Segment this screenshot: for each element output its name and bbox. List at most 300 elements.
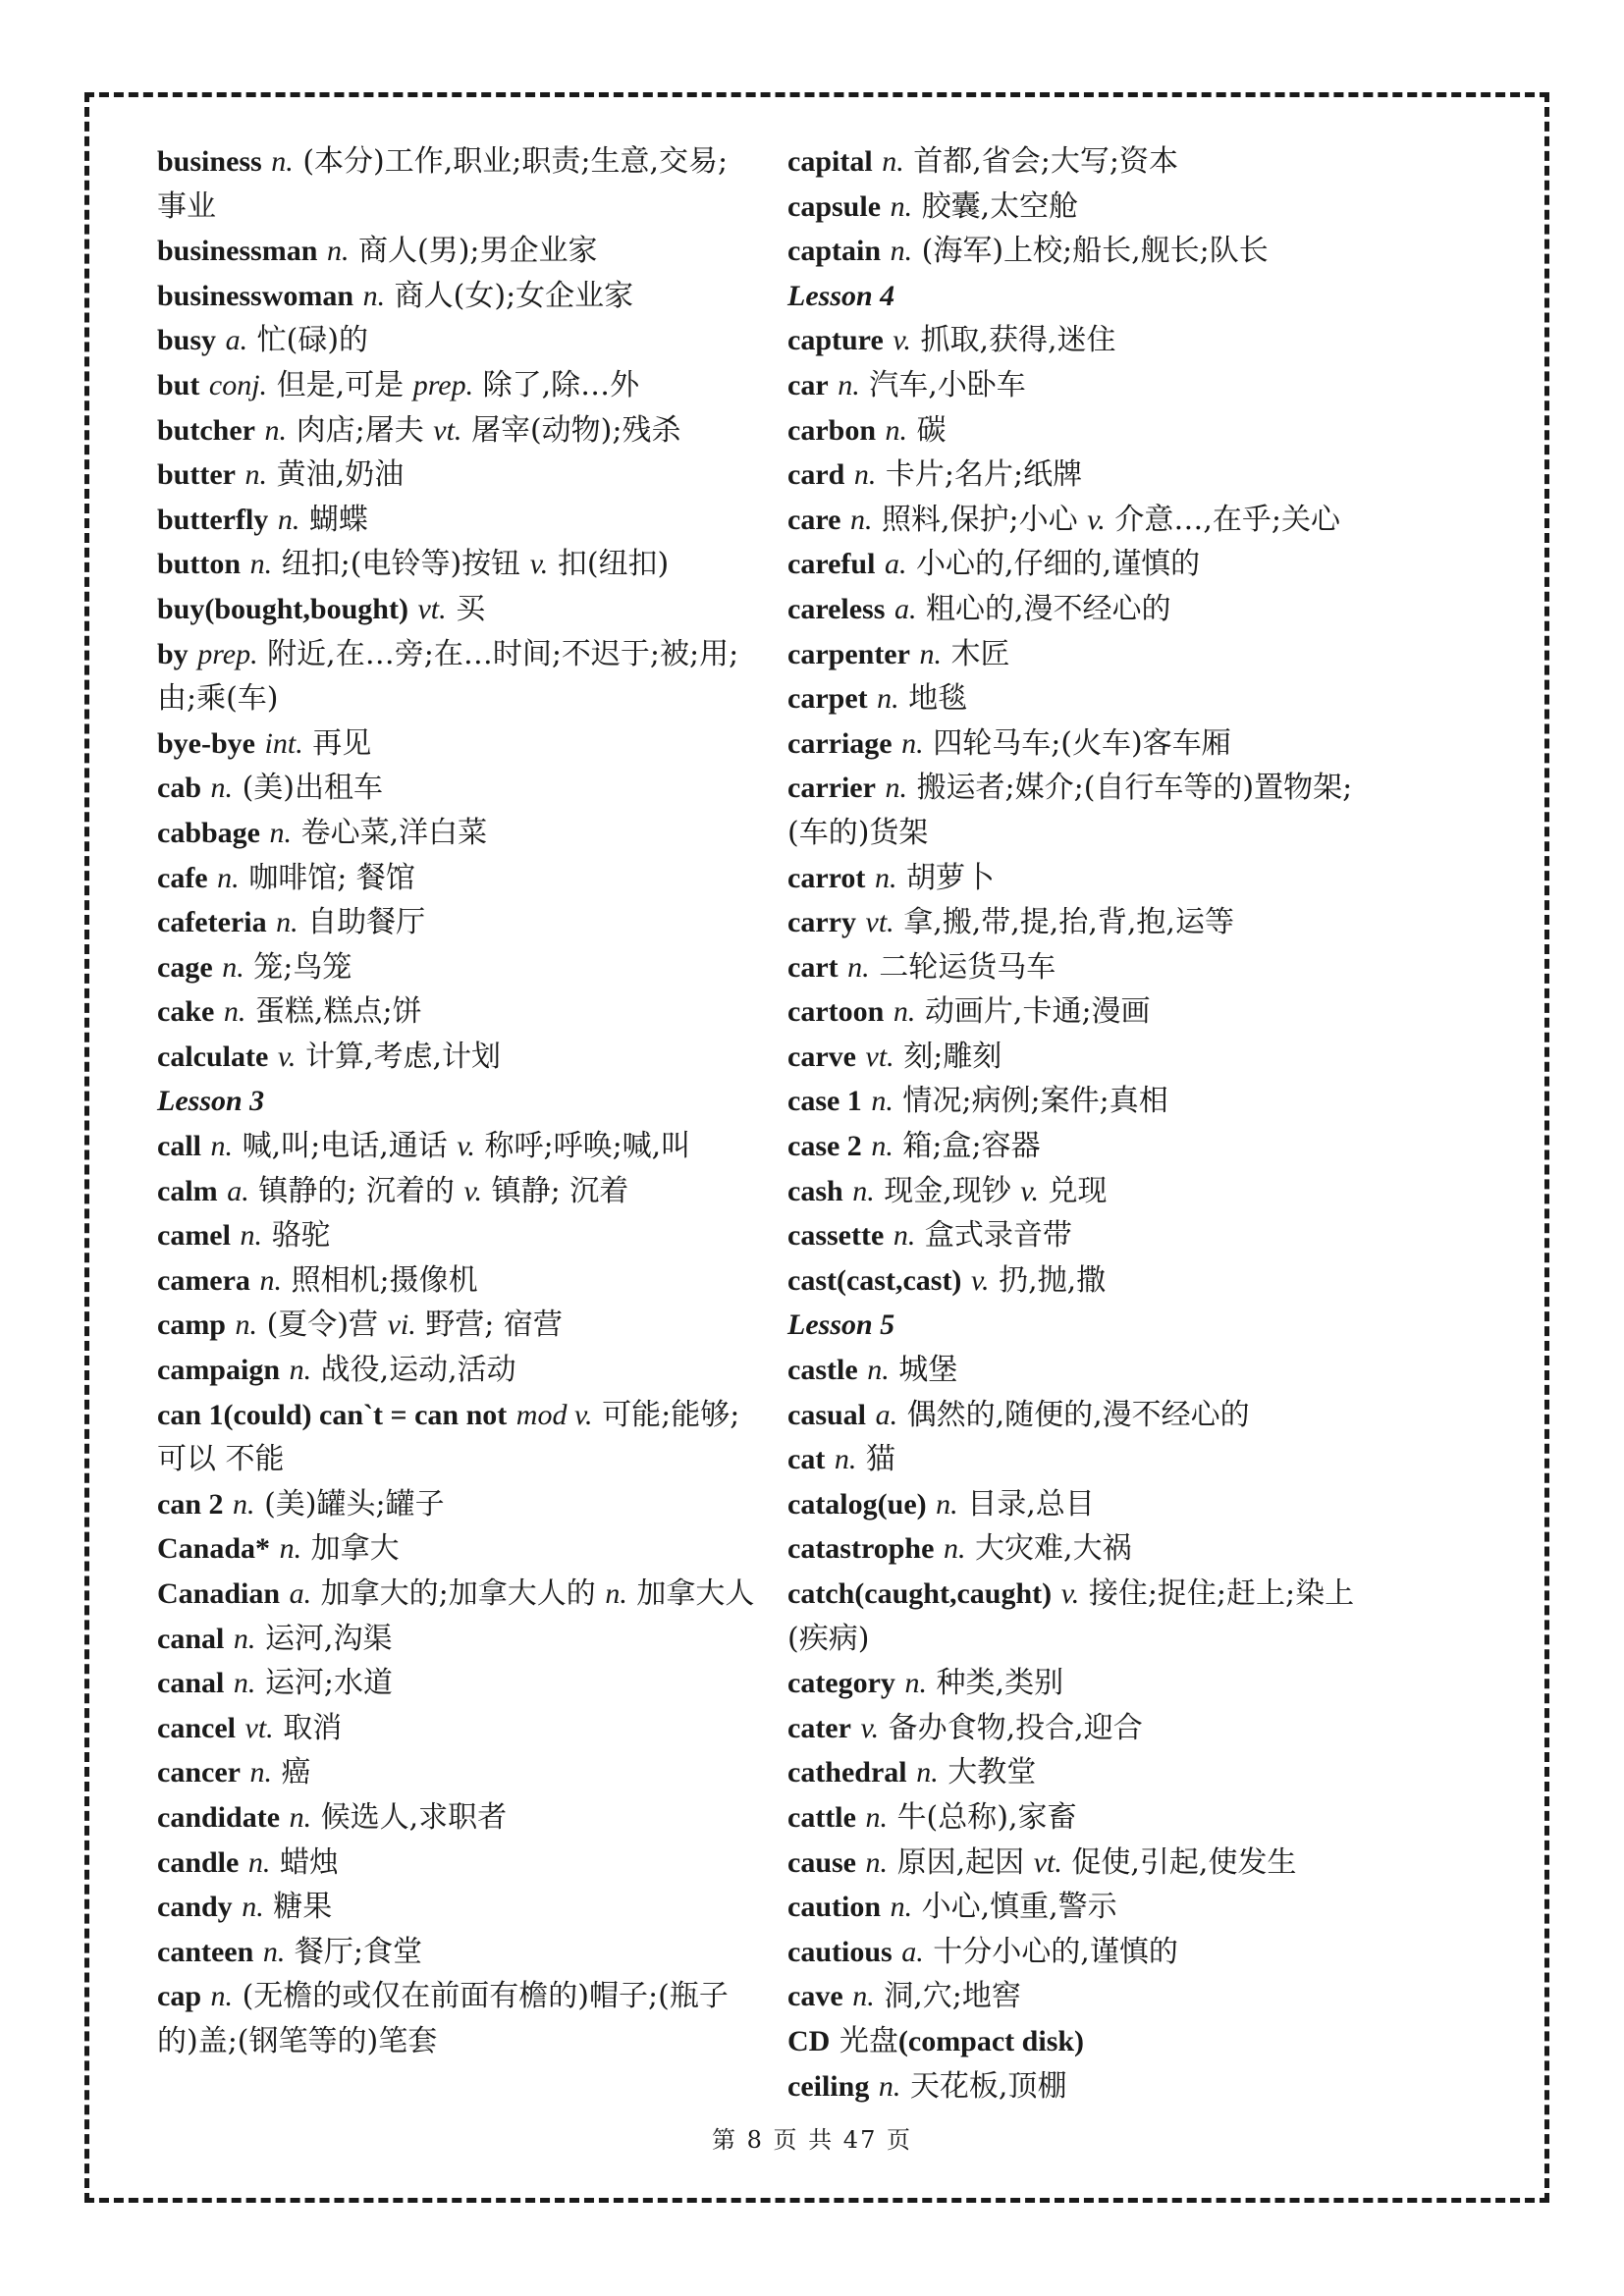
part-of-speech: n. xyxy=(865,1800,888,1834)
glossary-entry xyxy=(787,1169,1386,1214)
part-of-speech: n. xyxy=(874,861,897,894)
part-of-speech: n. xyxy=(277,503,300,536)
definition: 动画片,卡通;漫画 xyxy=(924,994,1151,1030)
part-of-speech: a. xyxy=(884,548,907,581)
part-of-speech: v. xyxy=(860,1711,880,1744)
part-of-speech: v. xyxy=(893,324,911,357)
headword: cab xyxy=(157,772,201,805)
glossary-entry xyxy=(157,1706,756,1751)
definition: (美)罐头;罐子 xyxy=(264,1486,445,1522)
headword: camel xyxy=(157,1219,231,1253)
part-of-speech: n. xyxy=(247,1845,271,1879)
part-of-speech: a. xyxy=(225,324,248,357)
definition: 天花板,顶棚 xyxy=(909,2068,1067,2104)
definition: 抓取,获得,迷住 xyxy=(920,323,1116,358)
part-of-speech: vt. xyxy=(865,1040,894,1073)
part-of-speech: vt. xyxy=(1033,1845,1062,1879)
part-of-speech: n. xyxy=(244,458,268,492)
glossary-entry xyxy=(157,721,756,767)
headword: but xyxy=(157,368,200,401)
part-of-speech: n. xyxy=(867,1354,890,1387)
part-of-speech: n. xyxy=(893,995,916,1029)
headword: capsule xyxy=(787,189,882,223)
headword: buy(bought,bought) xyxy=(157,592,408,625)
headword: cattle xyxy=(787,1800,856,1834)
glossary-entry xyxy=(157,900,756,945)
headword: carve xyxy=(787,1040,856,1073)
part-of-speech: int. xyxy=(264,726,303,760)
headword: canal xyxy=(157,1667,225,1700)
definition: 目录,总目 xyxy=(967,1486,1095,1522)
glossary-entry xyxy=(787,408,1386,454)
glossary-entry xyxy=(787,1035,1386,1080)
definition: 大灾难,大祸 xyxy=(975,1531,1132,1567)
headword: candle xyxy=(157,1845,240,1879)
definition: 现金,现钞 xyxy=(884,1173,1011,1208)
definition: (夏令)营 xyxy=(266,1308,379,1343)
definition: 可能;能够;可以 不能 xyxy=(157,1397,740,1477)
definition: (海军)上校;船长,舰长;队长 xyxy=(921,234,1269,269)
part-of-speech: n. xyxy=(249,548,273,581)
definition: 情况;病例;案件;真相 xyxy=(902,1084,1168,1119)
definition: 餐厅;食堂 xyxy=(294,1934,423,1969)
headword: can 1(could) can`t = can not xyxy=(157,1398,508,1431)
glossary-entry xyxy=(787,229,1386,274)
glossary-entry xyxy=(787,318,1386,363)
part-of-speech: n. xyxy=(885,413,908,447)
headword: catalog(ue) xyxy=(787,1487,927,1521)
definition: 蛋糕,糕点;饼 xyxy=(254,994,422,1030)
glossary-entry xyxy=(157,811,756,856)
definition: 计算,考虑,计划 xyxy=(304,1039,502,1074)
part-of-speech: n. xyxy=(838,368,860,401)
glossary-entry xyxy=(157,587,756,632)
glossary-entry xyxy=(787,1930,1386,1975)
part-of-speech: n. xyxy=(262,1935,286,1968)
headword: businessman xyxy=(157,235,318,268)
part-of-speech: n. xyxy=(878,2069,901,2103)
definition: 搬运者;媒介;(自行车等的)置物架;(车的)货架 xyxy=(787,771,1353,850)
headword: careful xyxy=(787,548,876,581)
headword: caution xyxy=(787,1891,882,1924)
glossary-entry xyxy=(157,1213,756,1258)
headword: businesswoman xyxy=(157,279,354,312)
definition: 卡片;名片;纸牌 xyxy=(885,457,1083,493)
glossary-entry xyxy=(787,1841,1386,1886)
glossary-entry xyxy=(787,856,1386,901)
headword: carrier xyxy=(787,772,876,805)
definition: 猫 xyxy=(865,1442,895,1477)
part-of-speech: n. xyxy=(871,1130,893,1163)
glossary-entry xyxy=(157,1526,756,1572)
glossary-entry xyxy=(157,1482,756,1527)
headword: canteen xyxy=(157,1935,254,1968)
headword: capture xyxy=(787,324,884,357)
definition: 首都,省会;大写;资本 xyxy=(913,144,1179,179)
definition: 胶囊,太空舱 xyxy=(921,188,1079,224)
glossary-entry xyxy=(157,989,756,1035)
part-of-speech: n. xyxy=(882,145,904,178)
headword: cast(cast,cast) xyxy=(787,1263,962,1297)
definition: 糖果 xyxy=(273,1890,333,1925)
definition: 光盘 xyxy=(839,2023,898,2058)
headword: cafeteria xyxy=(157,906,267,939)
part-of-speech: n. xyxy=(865,1845,889,1879)
part-of-speech: n. xyxy=(605,1577,627,1610)
definition: 卷心菜,洋白菜 xyxy=(300,815,488,850)
definition: 骆驼 xyxy=(271,1218,331,1254)
definition: 备办食物,投合,迎合 xyxy=(888,1710,1143,1745)
definition: 屠宰(动物);残杀 xyxy=(470,412,681,448)
headword: castle xyxy=(787,1354,858,1387)
headword: cancer xyxy=(157,1756,241,1789)
glossary-entry xyxy=(157,363,756,408)
definition: 镇静的; 沉着的 xyxy=(258,1173,455,1208)
definition: 牛(总称),家畜 xyxy=(896,1799,1077,1835)
glossary-entry xyxy=(157,229,756,274)
part-of-speech: n. xyxy=(847,950,870,984)
part-of-speech: n. xyxy=(852,1174,875,1207)
part-of-speech: n. xyxy=(233,1487,255,1521)
headword: carriage xyxy=(787,726,893,760)
definition: 盒式录音带 xyxy=(924,1218,1072,1254)
definition: 忙(碌)的 xyxy=(256,323,369,358)
glossary-entry xyxy=(157,498,756,543)
headword: butcher xyxy=(157,413,255,447)
glossary-entry xyxy=(787,766,1386,855)
definition: 种类,类别 xyxy=(936,1666,1064,1701)
headword: category xyxy=(787,1667,895,1700)
glossary-entry xyxy=(157,1841,756,1886)
glossary-entry xyxy=(157,1124,756,1169)
headword: cautious xyxy=(787,1935,893,1968)
glossary-entry xyxy=(787,1750,1386,1795)
glossary-entry xyxy=(787,542,1386,587)
part-of-speech: n. xyxy=(222,950,244,984)
definition: 称呼;呼唤;喊,叫 xyxy=(484,1129,691,1164)
headword: catch(caught,caught) xyxy=(787,1577,1053,1610)
headword: card xyxy=(787,458,845,492)
glossary-entry xyxy=(157,318,756,363)
headword: candidate xyxy=(157,1800,281,1834)
glossary-entry xyxy=(787,1213,1386,1258)
glossary-entry xyxy=(787,453,1386,498)
part-of-speech: v. xyxy=(1020,1174,1039,1207)
headword: careless xyxy=(787,592,886,625)
glossary-entry xyxy=(787,989,1386,1035)
glossary-entry xyxy=(157,139,756,229)
part-of-speech: n. xyxy=(893,1219,916,1253)
definition: (无檐的或仅在前面有檐的)帽子;(瓶子的)盖;(钢笔等的)笔套 xyxy=(157,1979,729,2058)
lesson-heading: Lesson 5 xyxy=(787,1308,895,1342)
part-of-speech: vt. xyxy=(244,1711,274,1744)
definition: 买 xyxy=(456,591,486,626)
definition: 候选人,求职者 xyxy=(320,1799,508,1835)
definition: 偶然的,随便的,漫不经心的 xyxy=(906,1397,1250,1432)
part-of-speech: v. xyxy=(1087,503,1106,536)
part-of-speech: n. xyxy=(871,1085,893,1118)
headword: Canada* xyxy=(157,1532,271,1566)
part-of-speech: n. xyxy=(326,235,350,268)
headword: cake xyxy=(157,995,215,1029)
headword: camp xyxy=(157,1308,226,1342)
glossary-entry xyxy=(157,408,756,454)
glossary-entry xyxy=(787,1974,1386,2019)
part-of-speech: vt. xyxy=(417,592,447,625)
part-of-speech: n. xyxy=(269,816,293,849)
headword: cafe xyxy=(157,861,208,894)
definition: 黄油,奶油 xyxy=(276,457,405,493)
glossary-entry xyxy=(157,1795,756,1841)
glossary-entry xyxy=(787,1258,1386,1304)
part-of-speech: v. xyxy=(529,548,549,581)
part-of-speech: n. xyxy=(217,861,240,894)
headword: carry xyxy=(787,906,856,939)
part-of-speech: n. xyxy=(223,995,246,1029)
definition: 兑现 xyxy=(1048,1173,1108,1208)
definition: 自助餐厅 xyxy=(307,905,426,940)
part-of-speech: n. xyxy=(890,1891,913,1924)
part-of-speech: n. xyxy=(901,726,924,760)
definition: 洞,穴;地窖 xyxy=(884,1979,1021,2014)
definition: 运河,沟渠 xyxy=(264,1621,393,1656)
glossary-entry xyxy=(787,185,1386,230)
part-of-speech: n. xyxy=(890,189,913,223)
glossary-entry xyxy=(787,1079,1386,1124)
definition: 刻;雕刻 xyxy=(903,1039,1002,1074)
headword: care xyxy=(787,503,841,536)
headword: cartoon xyxy=(787,995,885,1029)
headword: calm xyxy=(157,1174,218,1207)
definition: 小心,慎重,警示 xyxy=(921,1890,1117,1925)
part-of-speech: v. xyxy=(970,1263,990,1297)
definition: 但是,可是 xyxy=(276,367,405,402)
glossary-entry xyxy=(787,1124,1386,1169)
definition: 取消 xyxy=(283,1710,343,1745)
part-of-speech: n. xyxy=(259,1263,282,1297)
headword: business xyxy=(157,145,262,178)
part-of-speech: mod v. xyxy=(515,1398,593,1431)
definition: 促使,引起,使发生 xyxy=(1071,1844,1297,1880)
part-of-speech: prep. xyxy=(412,368,474,401)
part-of-speech: v. xyxy=(1060,1577,1080,1610)
part-of-speech: conj. xyxy=(208,368,268,401)
page-footer: 第 8 页 共 47 页 xyxy=(712,2126,912,2154)
glossary-entry xyxy=(157,632,756,721)
definition: 野营; 宿营 xyxy=(425,1308,563,1343)
headword: catastrophe xyxy=(787,1532,935,1566)
part-of-speech: n. xyxy=(210,772,234,805)
definition: 木匠 xyxy=(950,636,1010,671)
headword: case 2 xyxy=(787,1130,862,1163)
glossary-entry xyxy=(157,1303,756,1348)
headword: cash xyxy=(787,1174,843,1207)
definition: 喊,叫;电话,通话 xyxy=(242,1129,448,1164)
glossary-entry xyxy=(157,1974,756,2063)
part-of-speech: n. xyxy=(210,1130,234,1163)
definition: 加拿大 xyxy=(310,1531,400,1567)
glossary-entry xyxy=(787,1661,1386,1706)
part-of-speech: a. xyxy=(289,1577,312,1610)
definition: 碳 xyxy=(916,412,947,448)
part-of-speech: n. xyxy=(233,1667,256,1700)
part-of-speech: n. xyxy=(249,1756,272,1789)
glossary-entry xyxy=(787,498,1386,543)
part-of-speech: a. xyxy=(901,1935,924,1968)
headword: car xyxy=(787,368,829,401)
glossary-entry xyxy=(787,1482,1386,1527)
glossary-entry xyxy=(787,1526,1386,1572)
definition: 小心的,仔细的,谨慎的 xyxy=(916,547,1201,582)
glossary-entry xyxy=(157,1035,756,1080)
glossary-entry xyxy=(787,1885,1386,1930)
definition: 除了,除…外 xyxy=(482,367,640,402)
headword: carbon xyxy=(787,413,876,447)
glossary-entry xyxy=(157,856,756,901)
glossary-entry xyxy=(787,1795,1386,1841)
part-of-speech: n. xyxy=(919,637,942,670)
headword: calculate xyxy=(157,1040,269,1073)
definition: 照相机;摄像机 xyxy=(291,1262,478,1298)
headword: button xyxy=(157,548,242,581)
part-of-speech: n. xyxy=(264,413,288,447)
part-of-speech: n. xyxy=(276,906,298,939)
glossary-entry xyxy=(157,1750,756,1795)
headword: canal xyxy=(157,1622,225,1655)
headword-extra: (compact disk) xyxy=(897,2024,1085,2057)
definition: 扣(纽扣) xyxy=(557,547,670,582)
part-of-speech: n. xyxy=(890,235,913,268)
part-of-speech: n. xyxy=(362,279,386,312)
definition: 咖啡馆; 餐馆 xyxy=(248,860,415,895)
part-of-speech: n. xyxy=(233,1622,256,1655)
headword: CD xyxy=(787,2024,831,2057)
part-of-speech: n. xyxy=(916,1756,939,1789)
headword: candy xyxy=(157,1891,233,1924)
headword: can 2 xyxy=(157,1487,224,1521)
definition: 大教堂 xyxy=(947,1755,1037,1790)
part-of-speech: n. xyxy=(853,458,877,492)
glossary-right-column xyxy=(787,139,1386,2109)
glossary-left-column xyxy=(157,139,756,2064)
headword: butter xyxy=(157,458,236,492)
glossary-entry xyxy=(157,274,756,319)
definition: 商人(女);女企业家 xyxy=(394,278,634,313)
headword: cater xyxy=(787,1711,851,1744)
headword: capital xyxy=(787,145,873,178)
part-of-speech: vi. xyxy=(387,1308,416,1342)
part-of-speech: v. xyxy=(277,1040,297,1073)
headword: cathedral xyxy=(787,1756,907,1789)
definition: 再见 xyxy=(312,725,372,761)
glossary-entry xyxy=(787,1437,1386,1482)
part-of-speech: n. xyxy=(240,1219,263,1253)
headword: cassette xyxy=(787,1219,885,1253)
headword: casual xyxy=(787,1398,867,1431)
part-of-speech: prep. xyxy=(197,637,258,670)
definition: 蝴蝶 xyxy=(308,502,368,537)
glossary-entry xyxy=(157,945,756,990)
definition: 胡萝卜 xyxy=(906,860,995,895)
part-of-speech: n. xyxy=(210,1980,234,2013)
definition: 箱;盒;容器 xyxy=(902,1129,1041,1164)
definition: 照料,保护;小心 xyxy=(882,502,1078,537)
glossary-entry xyxy=(787,676,1386,721)
part-of-speech: n. xyxy=(289,1354,312,1387)
definition: 蜡烛 xyxy=(279,1844,339,1880)
part-of-speech: n. xyxy=(834,1443,857,1476)
headword: camera xyxy=(157,1263,250,1297)
definition: 十分小心的,谨慎的 xyxy=(933,1934,1178,1969)
glossary-entry xyxy=(787,587,1386,632)
glossary-entry xyxy=(157,1348,756,1393)
glossary-entry xyxy=(787,900,1386,945)
headword: campaign xyxy=(157,1354,281,1387)
glossary-entry xyxy=(787,945,1386,990)
definition: 笼;鸟笼 xyxy=(253,949,352,985)
definition: 二轮运货马车 xyxy=(879,949,1056,985)
headword: carrot xyxy=(787,861,866,894)
headword: cancel xyxy=(157,1711,236,1744)
glossary-entry xyxy=(157,1885,756,1930)
part-of-speech: n. xyxy=(235,1308,258,1342)
headword: call xyxy=(157,1130,201,1163)
glossary-entry xyxy=(157,1617,756,1662)
definition: 原因,起因 xyxy=(896,1844,1025,1880)
definition: 汽车,小卧车 xyxy=(869,367,1026,402)
part-of-speech: vt. xyxy=(865,906,894,939)
glossary-entry xyxy=(157,1661,756,1706)
definition: 癌 xyxy=(281,1755,311,1790)
definition: 肉店;屠夫 xyxy=(296,412,424,448)
part-of-speech: n. xyxy=(885,772,907,805)
glossary-entry xyxy=(787,363,1386,408)
lesson-heading: Lesson 4 xyxy=(787,279,895,312)
part-of-speech: n. xyxy=(936,1487,958,1521)
glossary-entry xyxy=(787,139,1386,185)
headword: Canadian xyxy=(157,1577,281,1610)
glossary-entry xyxy=(787,1348,1386,1393)
part-of-speech: n. xyxy=(852,1980,875,2013)
glossary-entry xyxy=(157,1258,756,1304)
definition: 加拿大人 xyxy=(636,1576,755,1611)
part-of-speech: n. xyxy=(943,1532,966,1566)
headword: carpenter xyxy=(787,637,910,670)
definition: 拿,搬,带,提,抬,背,抱,运等 xyxy=(903,905,1234,940)
glossary-entry xyxy=(787,2019,1386,2064)
glossary-entry xyxy=(157,1930,756,1975)
part-of-speech: v. xyxy=(457,1130,475,1163)
part-of-speech: n. xyxy=(849,503,873,536)
definition: 加拿大的;加拿大人的 xyxy=(320,1576,596,1611)
headword: cave xyxy=(787,1980,843,2013)
glossary-entry xyxy=(787,2064,1386,2109)
part-of-speech: v. xyxy=(463,1174,483,1207)
definition: 四轮马车;(火车)客车厢 xyxy=(933,725,1231,761)
definition: 介意…,在乎;关心 xyxy=(1114,502,1340,537)
definition: 附近,在…旁;在…时间;不迟于;被;用;由;乘(车) xyxy=(157,636,739,717)
headword: cat xyxy=(787,1443,826,1476)
headword: cause xyxy=(787,1845,856,1879)
definition: 地毯 xyxy=(908,681,968,717)
definition: 粗心的,漫不经心的 xyxy=(926,591,1171,626)
glossary-entry xyxy=(157,542,756,587)
definition: 城堡 xyxy=(898,1353,958,1388)
part-of-speech: a. xyxy=(227,1174,249,1207)
part-of-speech: n. xyxy=(904,1667,927,1700)
definition: 纽扣;(电铃等)按钮 xyxy=(281,547,521,582)
headword: carpet xyxy=(787,682,868,716)
